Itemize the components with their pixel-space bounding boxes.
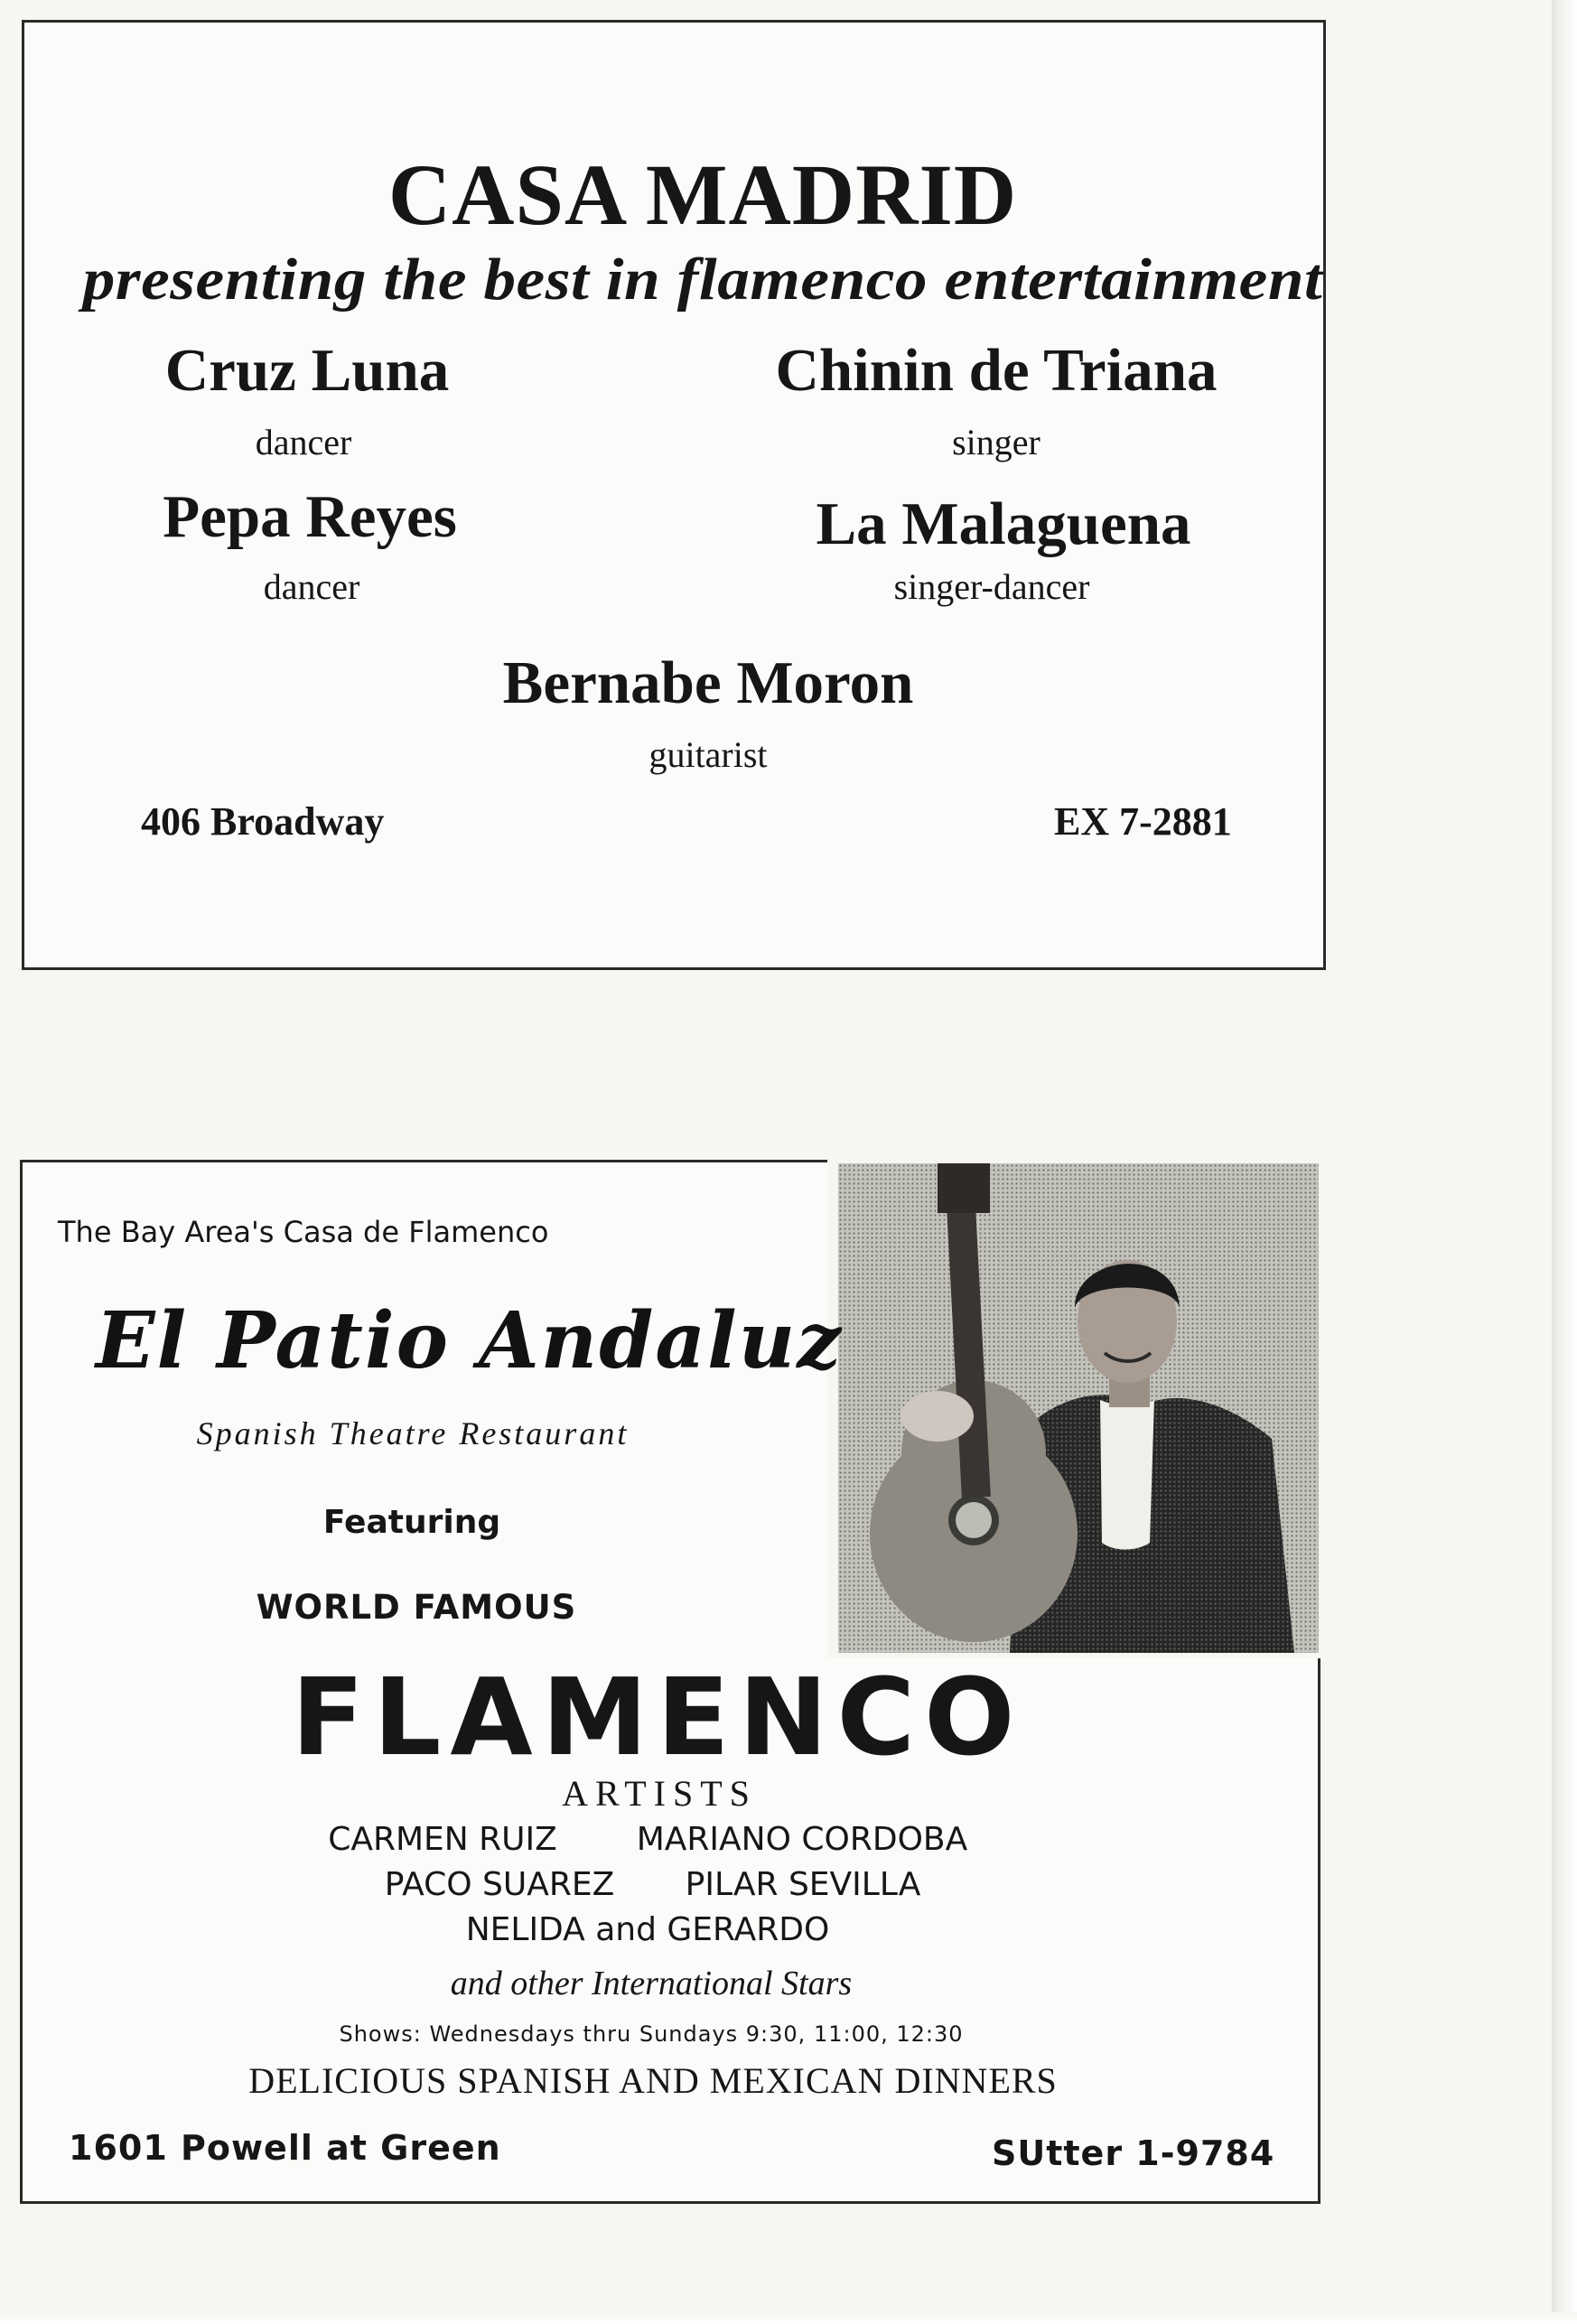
performer-name: Cruz Luna xyxy=(164,337,450,404)
performer-role: dancer xyxy=(255,422,352,462)
international-stars: and other International Stars xyxy=(450,1965,853,2002)
casa-madrid-address: 406 Broadway xyxy=(141,799,385,844)
casa-madrid-tagline: presenting the best in flamenco entertainment xyxy=(82,247,1323,313)
el-patio-tagline: The Bay Area's Casa de Flamenco xyxy=(58,1215,549,1249)
casa-madrid-title: CASA MADRID xyxy=(387,146,1018,243)
el-patio-address: 1601 Powell at Green xyxy=(69,2128,501,2168)
guitarist-photo xyxy=(838,1163,1319,1653)
el-patio-title: El Patio Andaluz xyxy=(96,1295,844,1386)
page-edge-shadow xyxy=(1552,0,1577,2324)
performer-name: Pepa Reyes xyxy=(163,483,457,550)
performer-role: guitarist xyxy=(649,734,768,775)
artist-name: CARMEN RUIZ xyxy=(328,1821,557,1858)
featuring-label: Featuring xyxy=(322,1504,501,1541)
performer-role: dancer xyxy=(263,566,360,607)
artist-name: PILAR SEVILLA xyxy=(685,1866,921,1903)
world-famous-label: WORLD FAMOUS xyxy=(256,1588,577,1627)
performer-name: La Malaguena xyxy=(816,490,1191,557)
performer-name: Chinin de Triana xyxy=(775,337,1218,404)
performer-role: singer xyxy=(952,422,1040,462)
artists-label: ARTISTS xyxy=(562,1773,757,1814)
performer-name: Bernabe Moron xyxy=(502,649,914,716)
el-patio-subtitle: Spanish Theatre Restaurant xyxy=(196,1415,630,1451)
artist-name: MARIANO CORDOBA xyxy=(636,1821,968,1858)
page-bottom-edge xyxy=(0,2312,1577,2324)
artist-name: NELIDA and GERARDO xyxy=(465,1911,830,1948)
artist-name: PACO SUAREZ xyxy=(384,1866,615,1903)
el-patio-phone: SUtter 1-9784 xyxy=(992,2133,1275,2173)
dinners-line: DELICIOUS SPANISH AND MEXICAN DINNERS xyxy=(248,2060,1058,2101)
flamenco-headline: FLAMENCO xyxy=(291,1655,1024,1779)
casa-madrid-phone: EX 7-2881 xyxy=(1054,799,1232,844)
performer-role: singer-dancer xyxy=(893,566,1090,607)
show-times: Shows: Wednesdays thru Sundays 9:30, 11:00, 12:30 xyxy=(339,2021,964,2047)
